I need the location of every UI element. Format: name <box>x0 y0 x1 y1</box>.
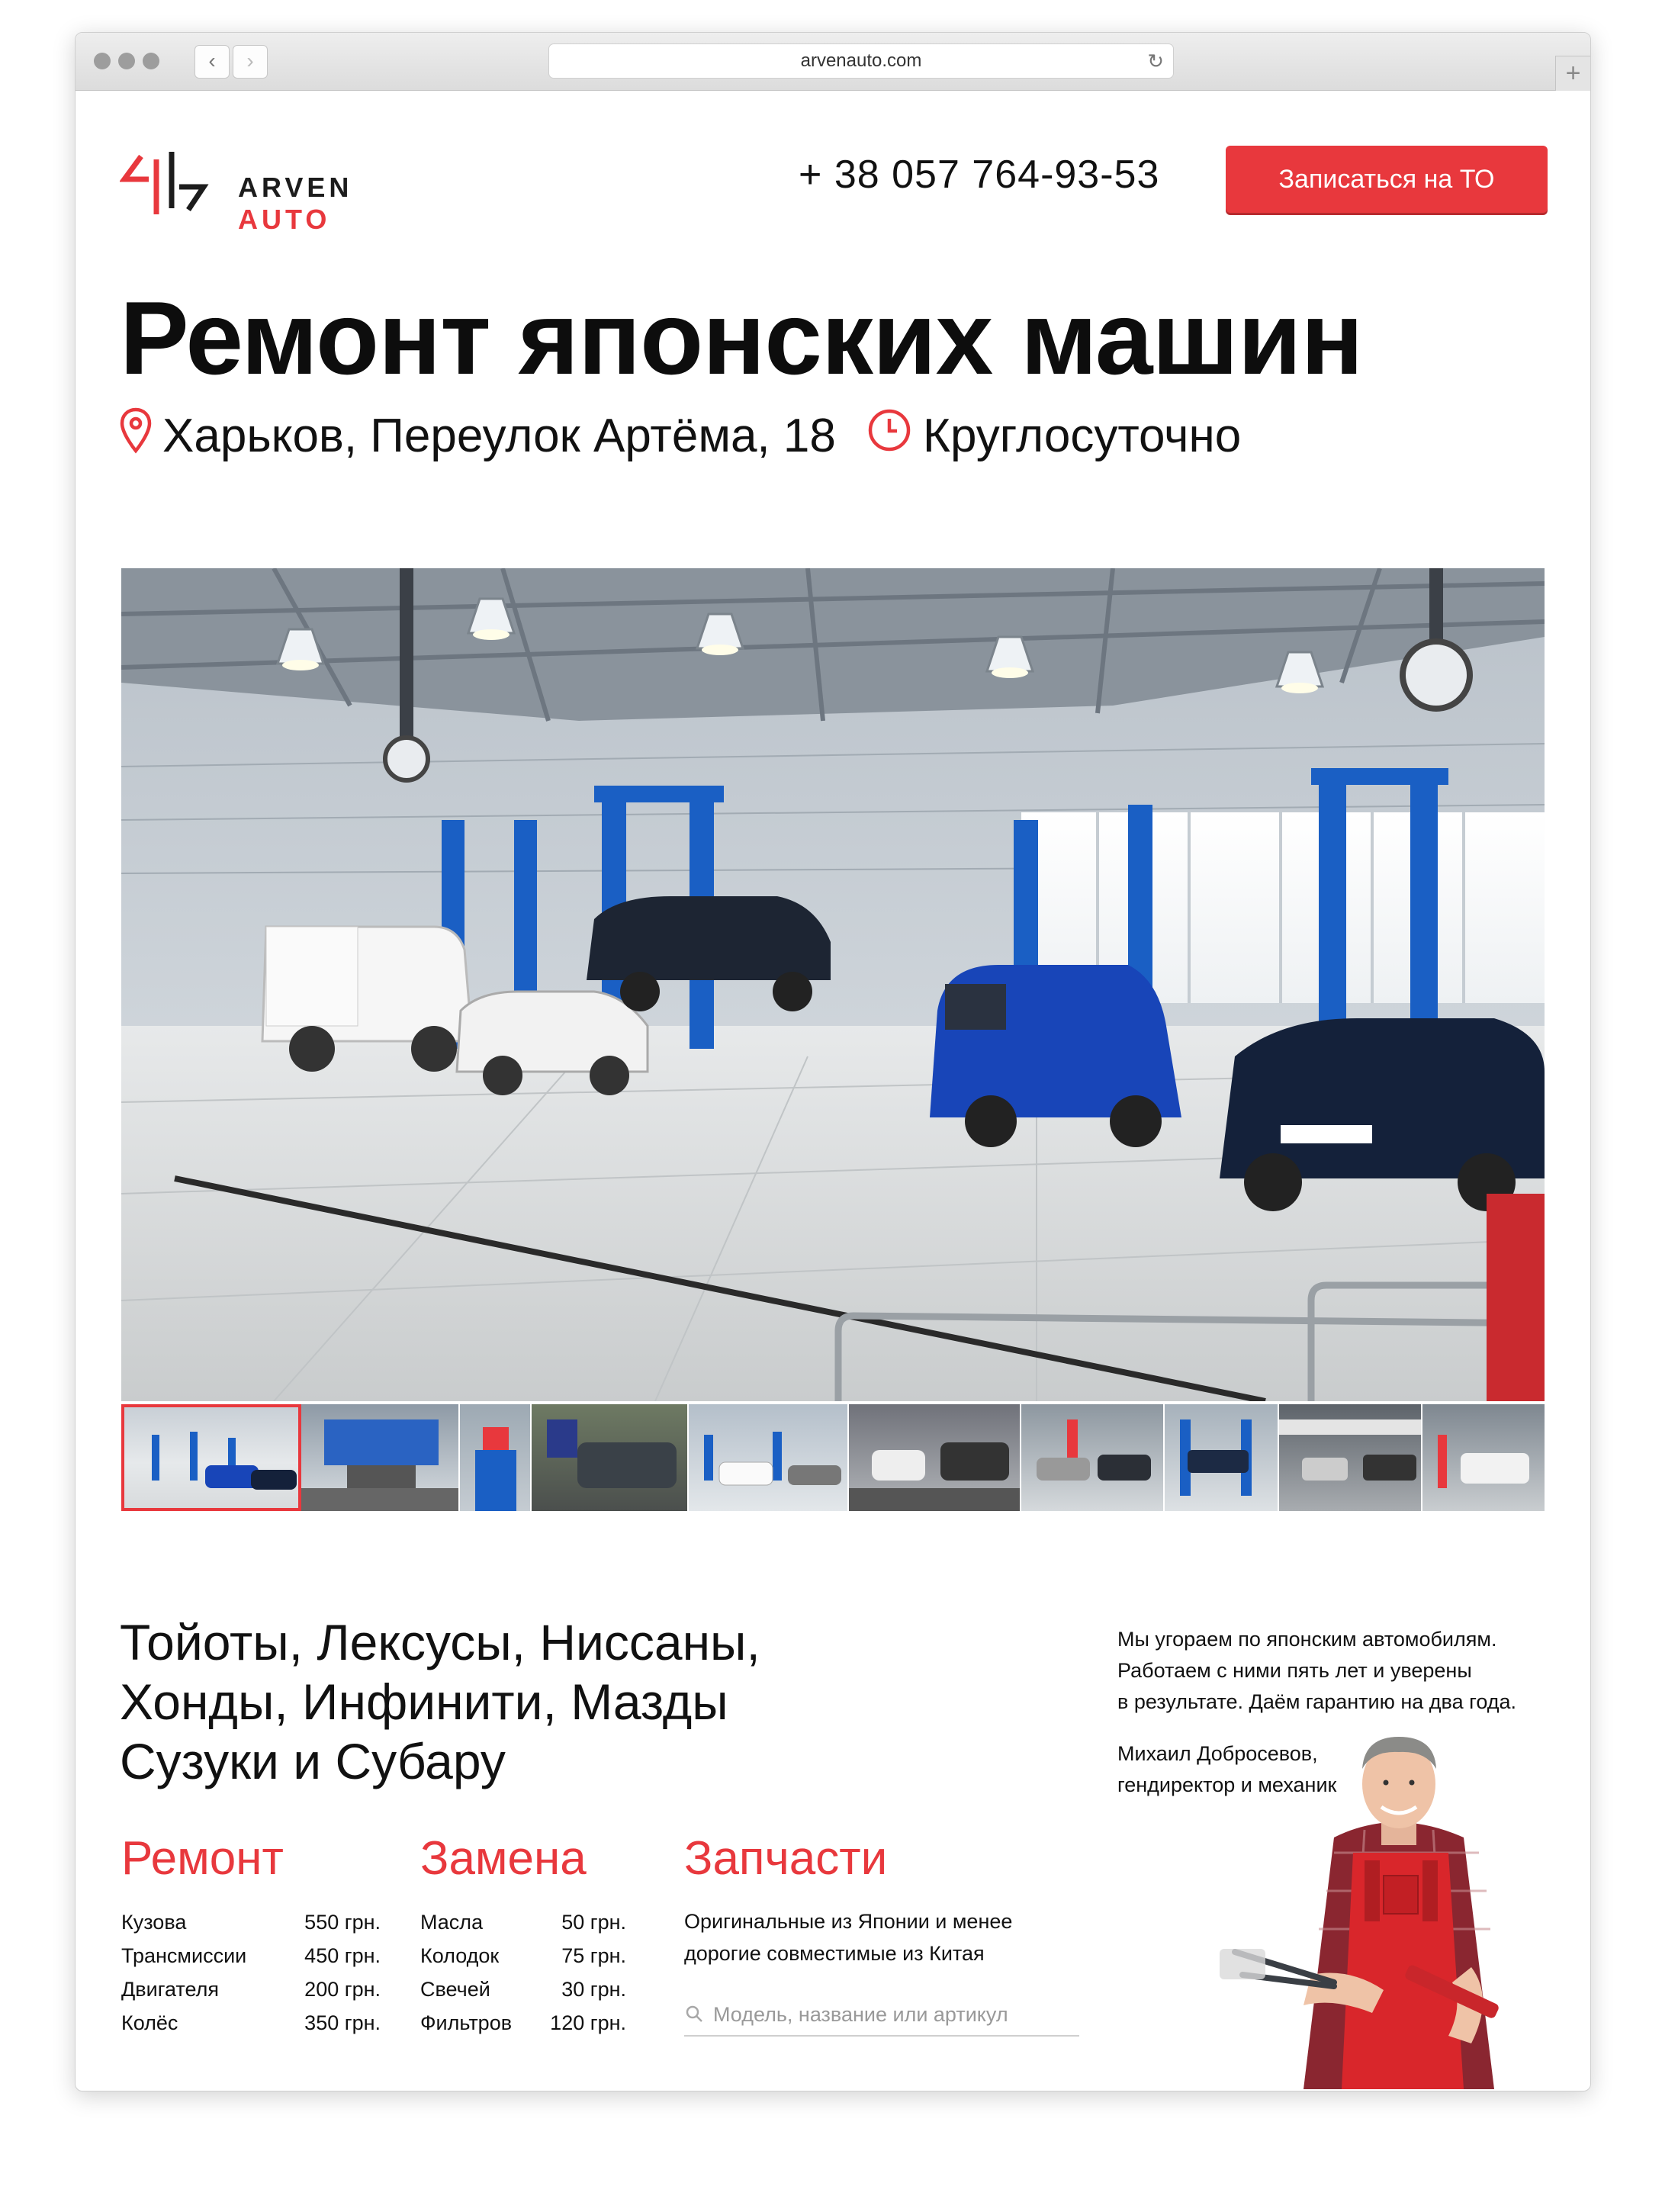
mechanic-photo <box>1220 1723 1578 2089</box>
parts-section <box>684 1831 1081 2037</box>
price-row <box>121 1939 381 1972</box>
quote-line: Работаем с ними пять лет и уверены <box>1117 1659 1472 1682</box>
hours-text: Круглосуточно <box>922 410 1242 462</box>
clock-icon <box>866 407 912 465</box>
price-row <box>420 2006 626 2040</box>
service-name: Колёс <box>121 2011 178 2034</box>
new-tab-button[interactable] <box>1555 56 1590 91</box>
author-name: Михаил Добросевов, <box>1117 1742 1318 1765</box>
quote-line: Мы угораем по японским автомобилям. <box>1117 1628 1497 1651</box>
reload-icon[interactable]: ↻ <box>1147 50 1164 72</box>
parts-heading: Запчасти <box>684 1832 888 1885</box>
service-price: 30 грн. <box>561 1978 626 2001</box>
supported-brands <box>120 1612 760 1791</box>
service-hall-illustration <box>121 568 1545 1401</box>
page-title: Ремонт японских машин <box>120 280 1363 396</box>
thumbnail-10[interactable] <box>1422 1404 1545 1511</box>
thumbnail-5[interactable] <box>689 1404 849 1511</box>
address-bar[interactable] <box>548 43 1174 79</box>
brands-line: Хонды, Инфинити, Мазды <box>120 1673 728 1730</box>
chevron-left-icon: ‹ <box>208 49 216 72</box>
window-minimize-dot[interactable] <box>118 53 135 69</box>
price-row <box>121 1905 381 1939</box>
search-placeholder: Модель, название или артикул <box>713 2002 1008 2026</box>
parts-search-input[interactable] <box>684 1994 1079 2037</box>
browser-toolbar <box>76 33 1590 91</box>
service-price: 350 грн. <box>304 2011 381 2034</box>
parts-description: Оригинальные из Японии и менее дорогие совместимые из Китая <box>684 1910 1013 1965</box>
phone-number[interactable]: + 38 057 764-93-53 <box>799 153 1160 197</box>
thumbnail-8[interactable] <box>1165 1404 1279 1511</box>
replacement-prices <box>420 1831 626 2040</box>
service-name: Масла <box>420 1911 484 1934</box>
location-pin-icon <box>120 407 152 465</box>
thumbnail-7[interactable] <box>1021 1404 1165 1511</box>
logo[interactable] <box>120 149 440 235</box>
service-name: Колодок <box>420 1944 500 1967</box>
forward-button[interactable] <box>233 45 268 79</box>
service-name: Свечей <box>420 1978 490 2001</box>
service-price: 450 грн. <box>304 1944 381 1967</box>
service-name: Двигателя <box>121 1978 219 2001</box>
logo-text <box>238 172 440 236</box>
owner-quote <box>1117 1624 1575 1718</box>
thumbnail-3[interactable] <box>460 1404 532 1511</box>
logo-word-arven: ARVEN <box>238 172 353 203</box>
service-price: 75 грн. <box>561 1944 626 1967</box>
price-row <box>121 1972 381 2006</box>
quote-line: в результате. Даём гарантию на два года. <box>1117 1690 1517 1713</box>
service-price: 120 грн. <box>550 2011 626 2034</box>
plus-icon: + <box>1565 59 1581 88</box>
location-and-hours <box>120 407 1241 465</box>
page-content <box>76 91 1590 2091</box>
thumbnail-6[interactable] <box>849 1404 1021 1511</box>
service-price: 200 грн. <box>304 1978 381 2001</box>
chevron-right-icon: › <box>246 49 254 72</box>
service-price: 50 грн. <box>561 1911 626 1934</box>
address-text[interactable]: Харьков, Переулок Артёма, 18 <box>162 410 836 462</box>
thumbnail-2[interactable] <box>301 1404 460 1511</box>
browser-window <box>75 32 1591 2091</box>
book-service-button[interactable]: Записаться на ТО <box>1226 146 1548 213</box>
gallery-thumbnails <box>121 1404 1545 1511</box>
price-row <box>121 2006 381 2040</box>
service-name: Трансмиссии <box>121 1944 247 1967</box>
search-icon <box>684 2004 706 2025</box>
back-button[interactable] <box>194 45 230 79</box>
window-zoom-dot[interactable] <box>143 53 159 69</box>
url-text: arvenauto.com <box>800 50 922 71</box>
repair-prices <box>121 1831 381 2040</box>
service-price: 550 грн. <box>304 1911 381 1934</box>
logo-word-auto: AUTO <box>238 204 331 235</box>
brands-line: Тойоты, Лексусы, Ниссаны, <box>120 1614 760 1670</box>
thumbnail-1[interactable] <box>121 1404 301 1511</box>
author-role: гендиректор и механик <box>1117 1773 1337 1796</box>
logo-mark-icon <box>120 149 227 217</box>
replacement-heading: Замена <box>420 1832 587 1885</box>
thumbnail-9[interactable] <box>1279 1404 1422 1511</box>
price-row <box>420 1972 626 2006</box>
repair-heading: Ремонт <box>121 1832 284 1885</box>
service-name: Фильтров <box>420 2011 513 2034</box>
price-row <box>420 1905 626 1939</box>
hero-photo-service-center[interactable] <box>121 568 1545 1401</box>
service-name: Кузова <box>121 1911 187 1934</box>
brands-line: Сузуки и Субару <box>120 1733 506 1789</box>
thumbnail-4[interactable] <box>532 1404 689 1511</box>
window-close-dot[interactable] <box>94 53 111 69</box>
price-row <box>420 1939 626 1972</box>
